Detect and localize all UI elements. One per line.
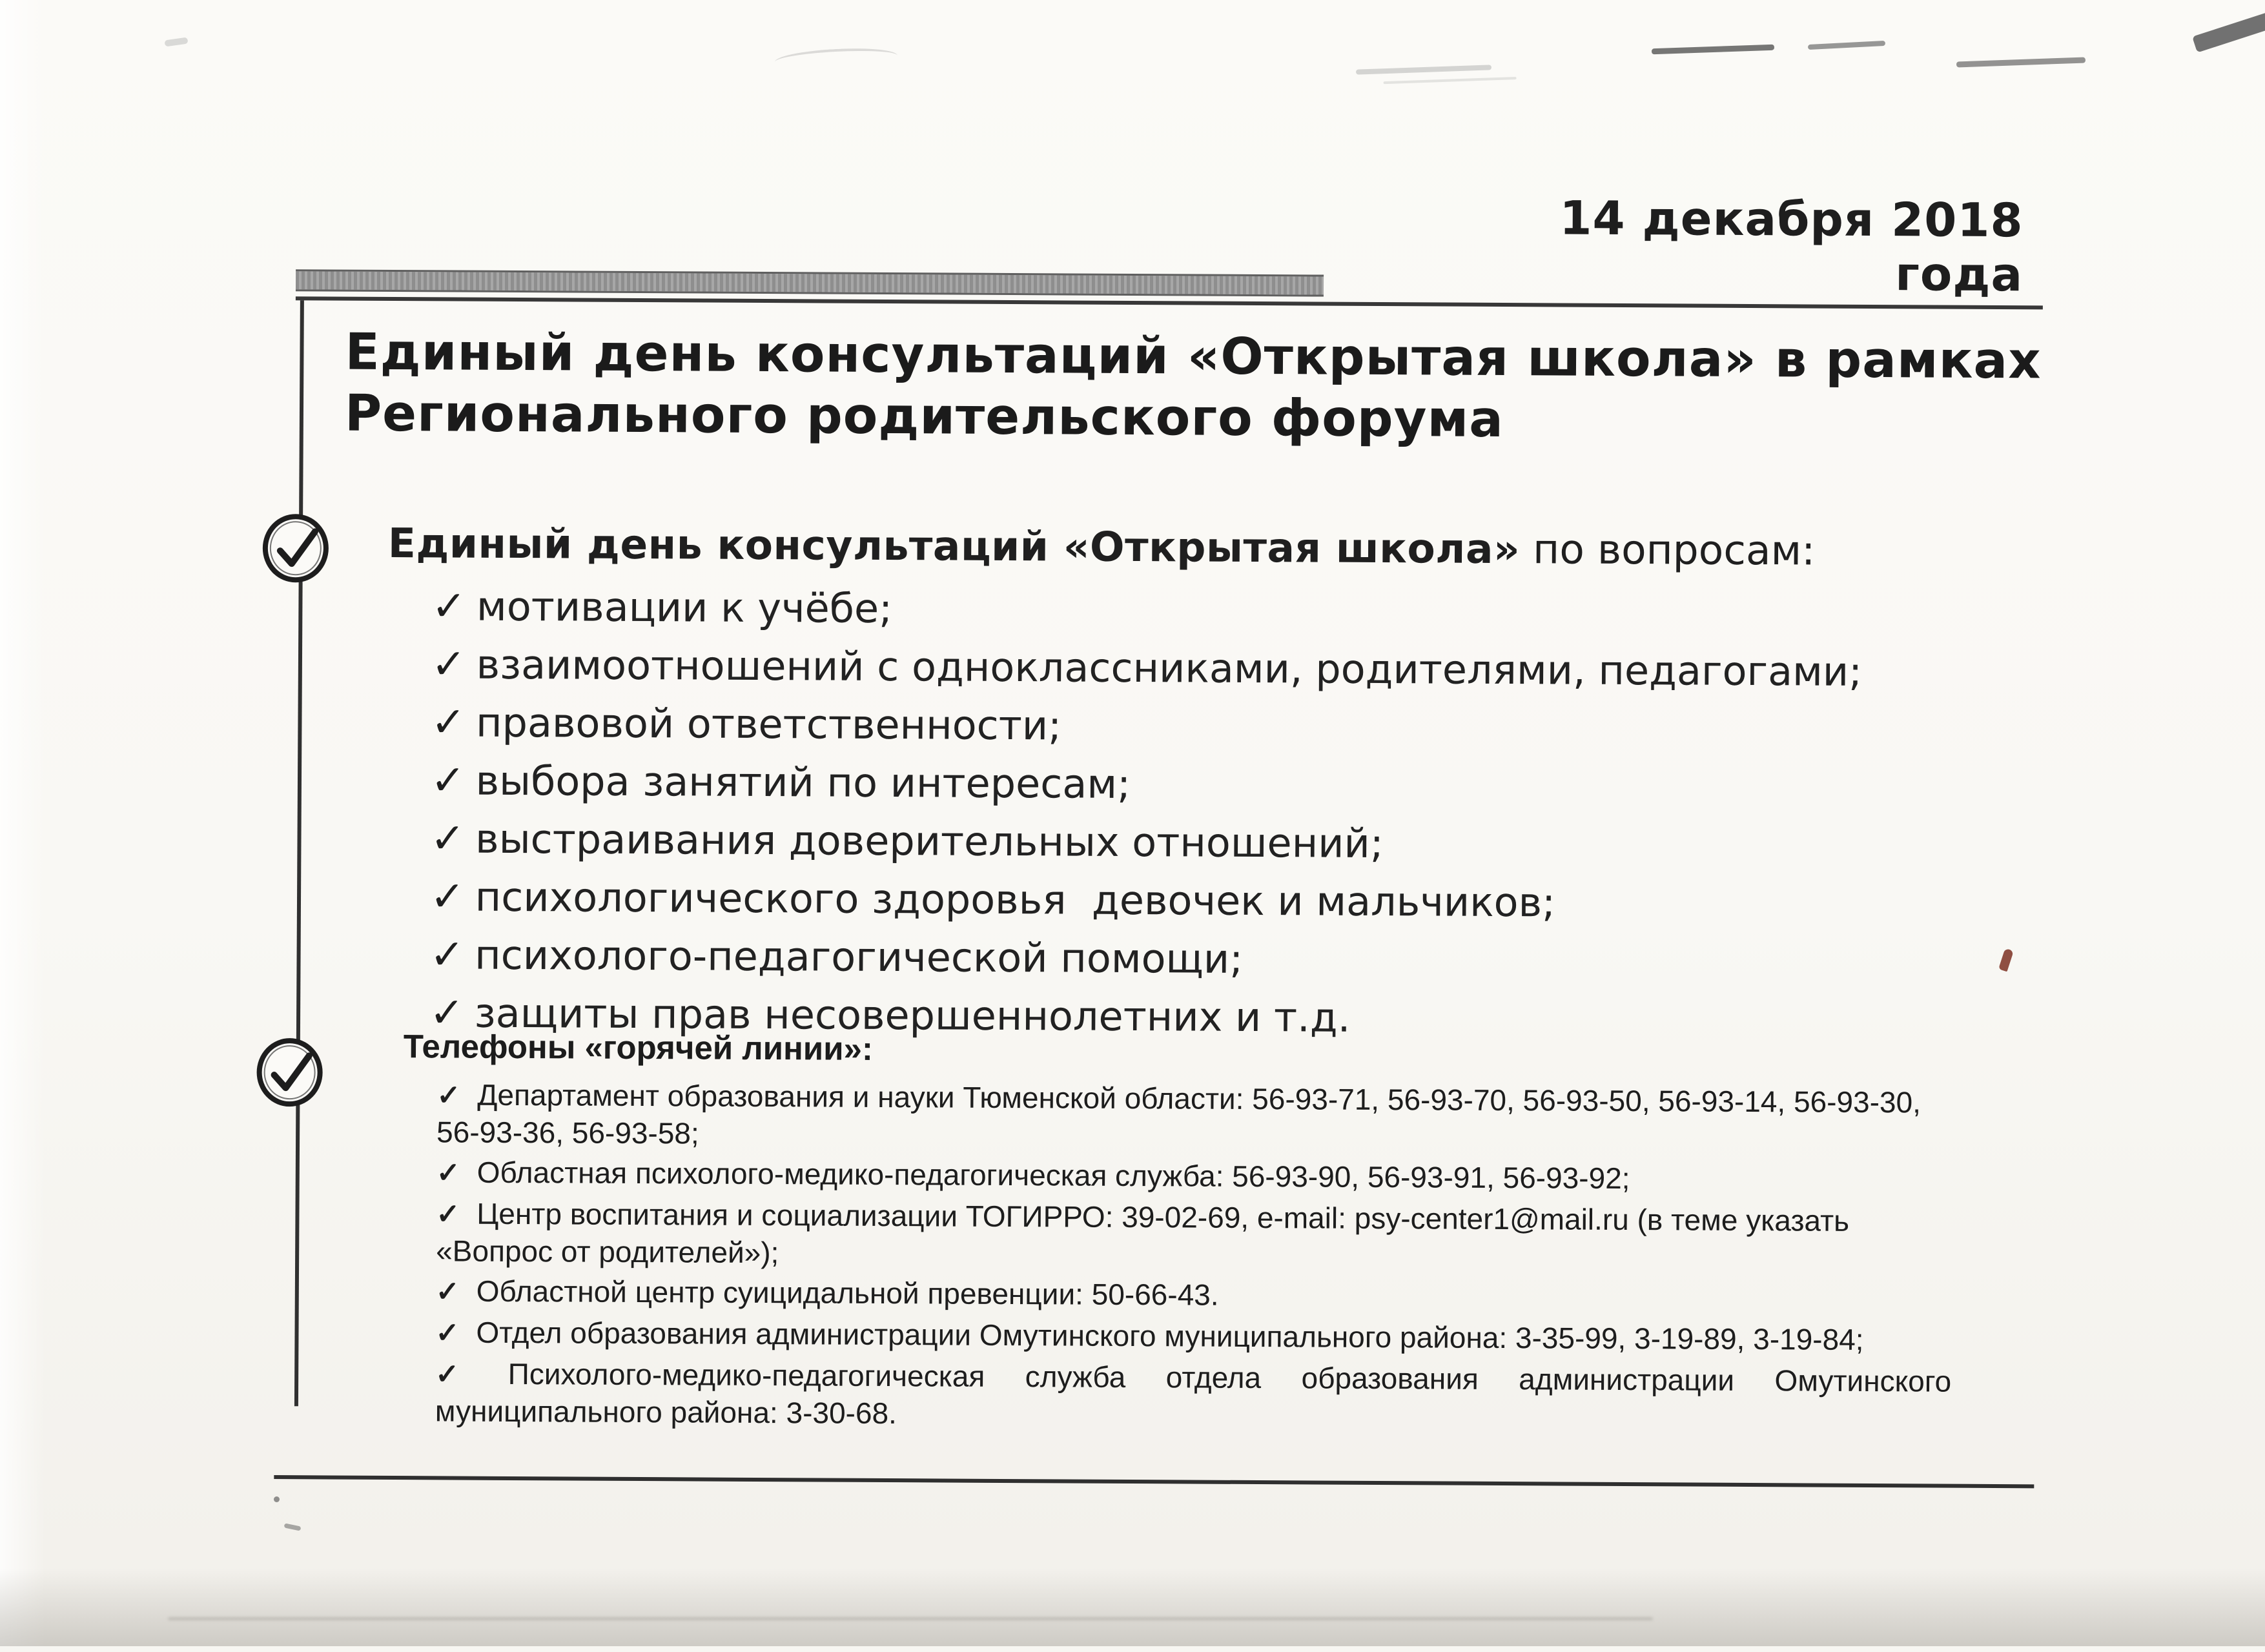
consultation-topics-section xyxy=(385,519,2080,1050)
check-mark-icon: ✓ xyxy=(431,698,466,747)
circled-check-icon xyxy=(261,512,333,585)
topic-list-item xyxy=(431,577,2079,644)
topic-item-text: взаимоотношений с одноклассниками, родителями, педагогами; xyxy=(476,640,1863,695)
check-mark-icon: ✓ xyxy=(429,930,465,979)
phone-list-item xyxy=(436,1273,1952,1318)
check-mark-icon: ✓ xyxy=(429,872,465,921)
check-mark-icon: ✓ xyxy=(436,1157,460,1189)
phone-item-text: Областная психолого-медико-педагогическая служба: 56-93-90, 56-93-91, 56-93-92; xyxy=(477,1155,1630,1196)
topics-heading-bold: Единый день консультаций «Открытая школа» xyxy=(387,519,1521,573)
topic-list-item xyxy=(431,751,2078,818)
check-mark-icon: ✓ xyxy=(431,640,466,689)
topic-item-text: выстраивания доверительных отношений; xyxy=(475,815,1384,867)
document-title xyxy=(345,322,2042,454)
phone-item-text: Центр воспитания и социализации ТОГИРРО: 39-02-69, e-mail: psy-center1@mail.ru (в теме указать «Вопрос от родителей»); xyxy=(436,1196,1850,1270)
circled-check-icon xyxy=(254,1036,326,1109)
topic-list-item xyxy=(429,926,2077,992)
phones-section-heading: Телефоны «горячей линии»: xyxy=(403,1028,874,1067)
topic-item-text: защиты прав несовершеннолетних и т.д. xyxy=(474,989,1351,1041)
left-vertical-rule xyxy=(294,300,304,1406)
phone-item-text: Психолого-медико-педагогическая служба отдела образования администрации Омутинского муниципального района: 3-30-68. xyxy=(435,1357,1952,1431)
title-line-1: Единый день консультаций «Открытая школа» в рамках xyxy=(345,323,2042,391)
phone-list-item xyxy=(436,1196,1952,1277)
phone-list-item xyxy=(436,1154,1952,1199)
check-mark-icon: ✓ xyxy=(435,1276,460,1308)
phone-item-text: Областной центр суицидальной превенции: 50-66-43. xyxy=(476,1274,1219,1312)
hotline-phones-section xyxy=(402,1026,1953,1441)
bottom-horizontal-rule xyxy=(274,1475,2034,1488)
topic-item-text: мотивации к учёбе; xyxy=(476,582,893,632)
phone-list-item xyxy=(435,1356,1952,1437)
phone-item-text: Департамент образования и науки Тюменской области: 56-93-71, 56-93-70, 56-93-50, 56-93-14, 56-93-30, 56-93-36, 56-93-58; xyxy=(436,1077,1922,1150)
check-mark-icon: ✓ xyxy=(430,814,466,863)
phone-list-item xyxy=(436,1077,1953,1158)
topic-item-text: психологического здоровья девочек и мальчиков; xyxy=(475,873,1556,926)
check-mark-icon: ✓ xyxy=(435,1317,460,1349)
title-line-2: Регионального родительского форума xyxy=(344,384,1504,449)
topics-list xyxy=(385,577,2080,1051)
topic-list-item xyxy=(430,868,2078,934)
phones-list xyxy=(402,1076,1953,1437)
check-mark-icon: ✓ xyxy=(429,988,464,1037)
topic-item-text: правовой ответственности; xyxy=(475,699,1062,750)
topic-list-item xyxy=(430,810,2078,876)
check-mark-icon: ✓ xyxy=(436,1079,461,1112)
topic-list-item xyxy=(431,635,2079,702)
topic-list-item xyxy=(431,693,2078,760)
phone-list-item xyxy=(435,1314,1951,1360)
check-mark-icon: ✓ xyxy=(431,582,467,631)
topic-item-text: психолого-педагогической помощи; xyxy=(475,931,1244,983)
header-gray-bar xyxy=(296,269,1324,296)
topic-item-text: выбора занятий по интересам; xyxy=(475,757,1131,808)
document-date: 14 декабря 2018 года xyxy=(1559,190,2024,302)
topics-section-heading xyxy=(388,519,2080,576)
check-mark-icon: ✓ xyxy=(430,756,466,805)
phone-item-text: Отдел образования администрации Омутинского муниципального района: 3-35-99, 3-19-89, 3-19-84; xyxy=(476,1315,1864,1357)
check-mark-icon: ✓ xyxy=(436,1198,460,1230)
topics-heading-tail: по вопросам: xyxy=(1519,525,1816,575)
check-mark-icon: ✓ xyxy=(435,1358,491,1391)
